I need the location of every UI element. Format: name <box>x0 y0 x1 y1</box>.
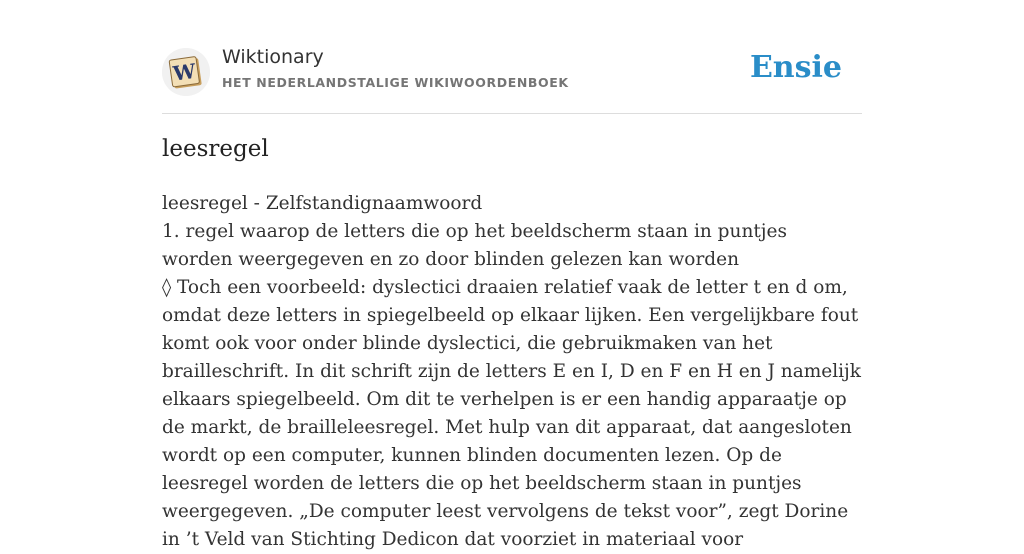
entry-heading: leesregel - Zelfstandignaamwoord <box>162 193 483 214</box>
page-title: leesregel <box>162 136 269 162</box>
svg-text:W: W <box>171 58 198 86</box>
wiktionary-logo-graphic <box>162 48 210 96</box>
wiktionary-logo-icon[interactable] <box>162 48 210 96</box>
entry-definition: 1. regel waarop de letters die op het beeldscherm staan in puntjes worden weergegeven en zo door blinden gelezen kan worden <box>162 221 787 270</box>
ensie-brand-logo[interactable]: Ensie <box>749 50 842 85</box>
header-divider <box>162 113 862 114</box>
entry-content <box>162 190 862 554</box>
site-tagline: HET NEDERLANDSTALIGE WIKIWOORDENBOEK <box>222 75 569 90</box>
site-header <box>162 44 862 104</box>
site-name[interactable]: Wiktionary <box>222 46 324 68</box>
entry-example: ◊ Toch een voorbeeld: dyslectici draaien relatief vaak de letter t en d om, omdat deze letters in spiegelbeeld op elkaar lijken. Een vergelijkbare fout komt ook voor onder blinde dyslectici, die gebruikmaken van het brailleschrift. In dit schrift zijn de letters E en I, D en F en H en J namelijk elkaars spiegelbeeld. Om dit te verhelpen is er een handig apparaatje op de markt, de brailleleesregel. Met hulp van dit apparaat, dat aangesloten wordt op een computer, kunnen blinden documenten lezen. Op de leesregel worden de letters die op het beeldscherm staan in puntjes weergegeven. „De computer leest vervolgens de tekst voor”, zegt Dorine in ’t Veld van Stichting Dedicon dat voorziet in materiaal voor <box>162 277 862 550</box>
